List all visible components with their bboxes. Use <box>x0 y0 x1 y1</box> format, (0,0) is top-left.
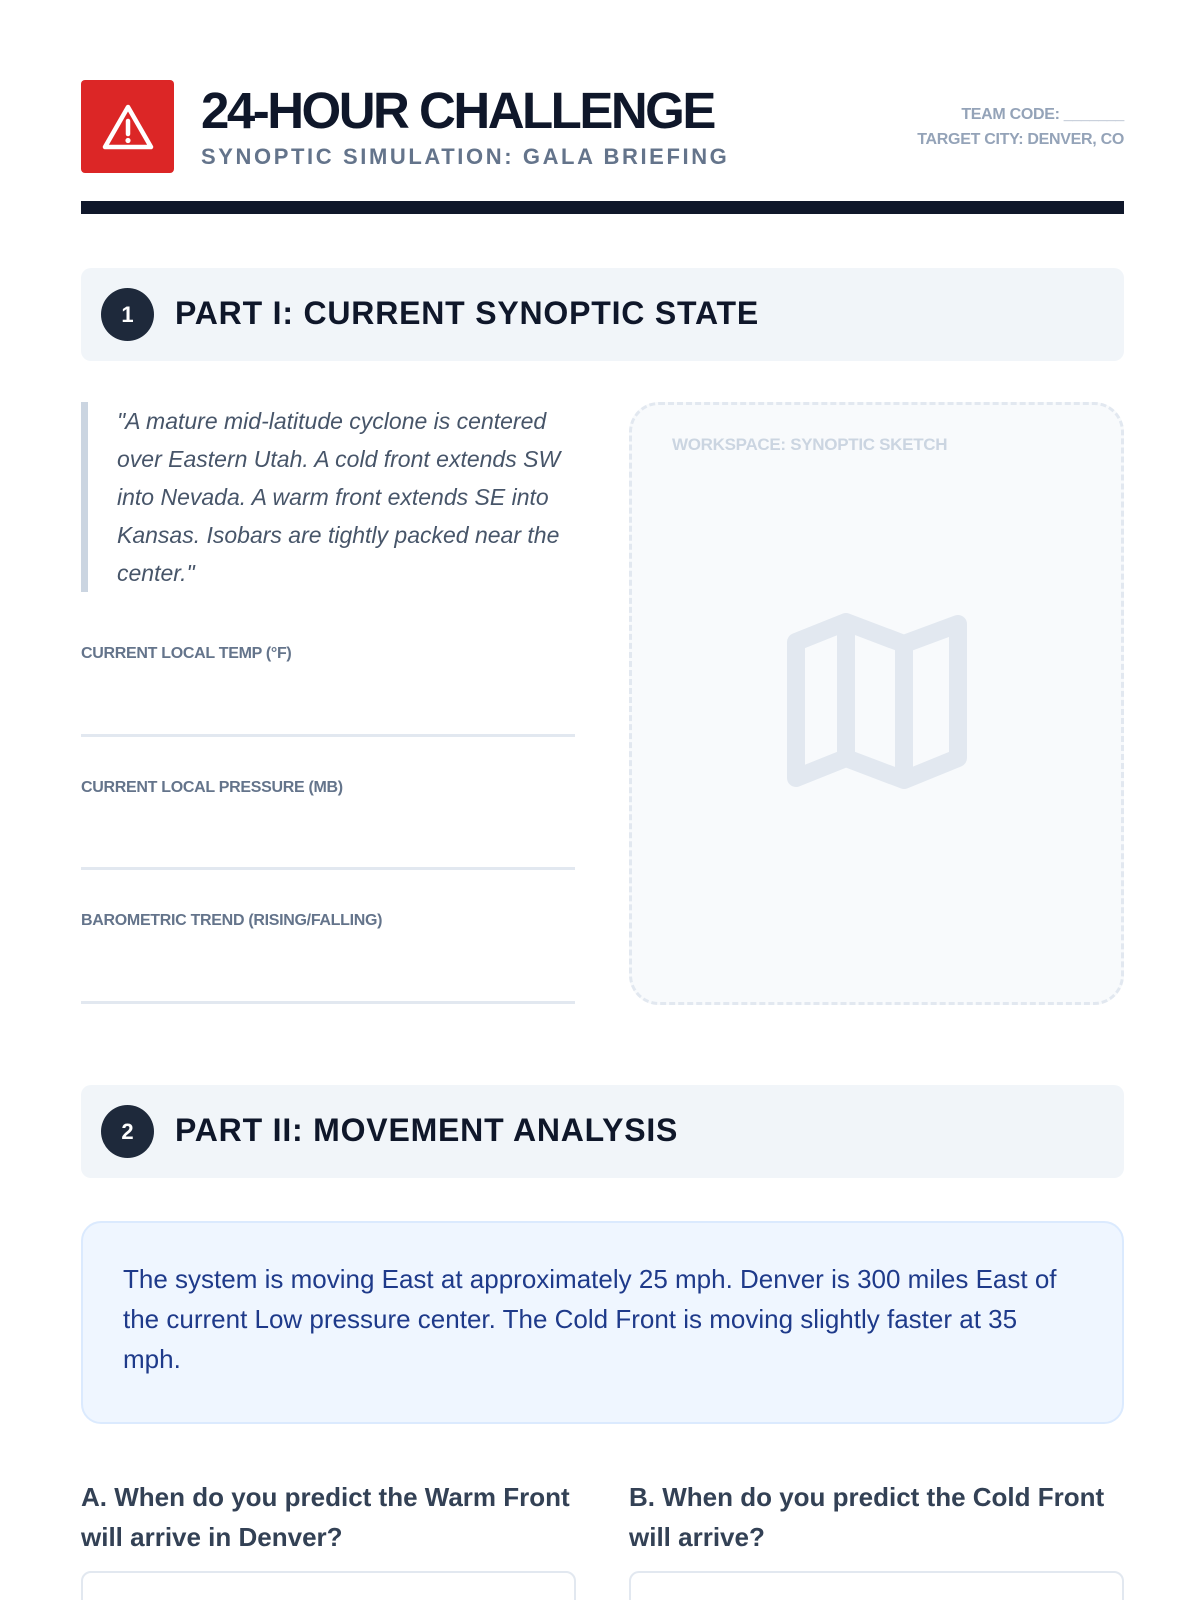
answer-line-trend[interactable] <box>81 1001 575 1004</box>
section-header-part1 <box>81 268 1124 361</box>
field-label-temp: CURRENT LOCAL TEMP (°F) <box>81 645 292 662</box>
section-number-badge: 1 <box>101 288 154 341</box>
answer-box-cold-front[interactable] <box>629 1571 1124 1600</box>
alert-badge <box>81 80 174 173</box>
answer-box-warm-front[interactable] <box>81 1571 576 1600</box>
movement-info-box: The system is moving East at approximately 25 mph. Denver is 300 miles East of the current Low pressure center. The Cold Front is moving slightly faster at 35 mph. <box>81 1221 1124 1424</box>
target-city: TARGET CITY: DENVER, CO <box>917 131 1124 148</box>
page-header <box>81 80 1124 200</box>
field-label-trend: BAROMETRIC TREND (RISING/FALLING) <box>81 912 383 929</box>
page-subtitle: SYNOPTIC SIMULATION: GALA BRIEFING <box>201 144 730 169</box>
warning-triangle-icon <box>101 103 155 151</box>
scenario-quote: "A mature mid-latitude cyclone is centered over Eastern Utah. A cold front extends SW into Nevada. A warm front extends SE into Kansas. Isobars are tightly packed near the center." <box>81 402 581 592</box>
synoptic-sketch-workspace[interactable] <box>629 402 1124 1005</box>
section-title: PART II: MOVEMENT ANALYSIS <box>175 1112 679 1148</box>
question-cold-front: B. When do you predict the Cold Front will arrive? <box>629 1482 1105 1552</box>
header-divider <box>81 201 1124 214</box>
map-icon <box>782 610 972 800</box>
section-number-badge: 2 <box>101 1105 154 1158</box>
header-meta <box>917 102 1124 152</box>
section-header-part2 <box>81 1085 1124 1178</box>
workspace-label: WORKSPACE: SYNOPTIC SKETCH <box>672 435 948 454</box>
team-code: TEAM CODE: _______ <box>961 106 1124 123</box>
page-title: 24-HOUR CHALLENGE <box>201 82 714 139</box>
answer-line-temp[interactable] <box>81 734 575 737</box>
section-title: PART I: CURRENT SYNOPTIC STATE <box>175 295 759 331</box>
answer-line-pressure[interactable] <box>81 867 575 870</box>
briefing-page <box>81 0 1124 1600</box>
question-warm-front: A. When do you predict the Warm Front will arrive in Denver? <box>81 1482 570 1552</box>
field-label-pressure: CURRENT LOCAL PRESSURE (MB) <box>81 779 343 796</box>
